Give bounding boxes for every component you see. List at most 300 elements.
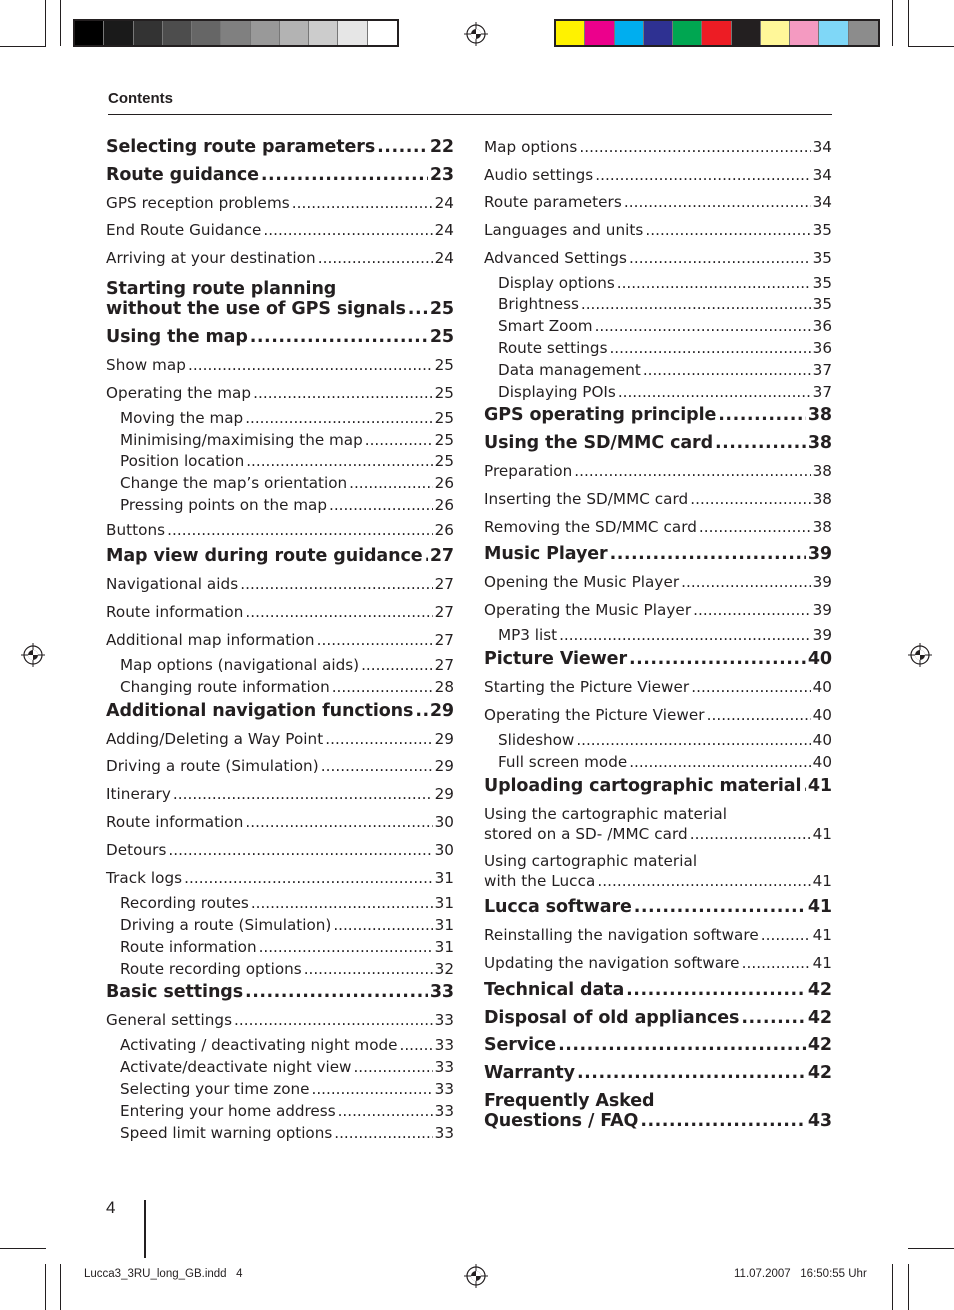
toc-entry[interactable] [484,705,832,725]
toc-entry-page: 37 [812,383,832,401]
toc-entry-title: Picture Viewer [484,649,627,669]
toc-entry-title: Disposal of old appliances [484,1008,740,1028]
leader-dots [559,625,811,645]
leader-dots [624,192,811,212]
process-color-bar [554,19,880,47]
toc-entry[interactable] [484,804,832,844]
leader-dots [693,600,810,620]
toc-entry-page: 33 [434,1011,454,1029]
page-title: Contents [108,90,173,107]
toc-entry-title: Frequently Asked [484,1091,655,1111]
toc-entry-title: Adding/Deleting a Way Point [106,730,324,748]
toc-entry[interactable] [106,408,454,428]
toc-entry-title: Additional map information [106,631,315,649]
crop-mark [892,0,893,46]
leader-dots [715,433,806,453]
page-header [108,88,832,115]
toc-entry-page: 35 [812,221,832,239]
toc-entry[interactable] [484,489,832,509]
leader-dots [333,915,432,935]
toc-entry-title: Selecting route parameters [106,137,376,157]
leader-dots [377,137,428,157]
color-swatch [192,21,221,45]
toc-entry[interactable] [484,382,832,402]
toc-entry[interactable] [106,915,454,935]
toc-entry[interactable] [106,893,454,913]
toc-entry-title: Service [484,1035,557,1055]
toc-entry-page: 41 [812,872,832,890]
leader-dots [263,220,432,240]
leader-dots [595,316,811,336]
toc-entry[interactable] [106,165,454,185]
toc-entry-title: Technical data [484,980,625,1000]
toc-entry-title: Detours [106,841,167,859]
color-swatch [280,21,309,45]
crop-mark [45,1264,46,1310]
toc-entry[interactable] [484,572,832,592]
toc-entry-title: Full screen mode [498,753,628,771]
leader-dots [761,925,811,945]
leader-dots [408,299,428,319]
toc-entry[interactable] [484,625,832,645]
toc-entry-title: Questions / FAQ [484,1111,639,1131]
leader-dots [245,602,432,622]
color-swatch [75,21,104,45]
toc-entry-title: Smart Zoom [498,317,593,335]
toc-entry-title: Route recording options [120,960,302,978]
toc-entry-page: 29 [434,730,454,748]
toc-entry[interactable] [484,294,832,314]
toc-entry-title: Preparation [484,462,573,480]
toc-entry-page: 27 [434,631,454,649]
toc-entry-title: Changing route information [120,678,330,696]
toc-entry-title: Map view during route guidance [106,546,423,566]
toc-entry-page: 38 [812,462,832,480]
leader-dots [579,137,810,157]
toc-entry-title: Brightness [498,295,579,313]
toc-entry-title: Additional navigation functions [106,701,414,721]
toc-entry-title: Slideshow [498,731,575,749]
toc-entry[interactable] [106,430,454,450]
toc-entry-title: Route information [106,603,244,621]
toc-entry-title: Basic settings [106,982,244,1002]
toc-entry-page: 40 [807,649,832,669]
toc-entry[interactable] [106,1035,454,1055]
leader-dots [329,495,433,515]
toc-entry-page: 38 [812,518,832,536]
toc-entry-title: Recording routes [120,894,249,912]
toc-entry[interactable] [106,574,454,594]
crop-mark [908,46,954,47]
toc-entry-page: 29 [434,757,454,775]
leader-dots [581,294,811,314]
toc-entry-page: 29 [434,785,454,803]
toc-entry-page: 31 [434,869,454,887]
toc-entry-title: Pressing points on the map [120,496,327,514]
toc-entry[interactable] [484,273,832,293]
leader-dots [365,430,433,450]
leader-dots [415,701,427,721]
toc-entry-title: Minimising/maximising the map [120,431,363,449]
toc-entry-title: Map options [484,138,578,156]
toc-entry[interactable] [106,677,454,697]
toc-entry-page: 33 [434,1058,454,1076]
leader-dots [629,248,811,268]
toc-entry-title: Starting route planning [106,279,337,299]
toc-entry[interactable] [484,316,832,336]
leader-dots [629,752,810,772]
toc-entry-page: 22 [429,137,454,157]
toc-entry-title: Route parameters [484,193,622,211]
toc-entry[interactable] [484,776,832,796]
leader-dots [640,1111,806,1131]
color-swatch [790,21,819,45]
toc-entry[interactable] [106,248,454,268]
leader-dots [574,461,810,481]
leader-dots [558,1035,806,1055]
grayscale-color-bar [73,19,399,47]
toc-entry-title: Updating the navigation software [484,954,740,972]
toc-entry[interactable] [484,925,832,945]
toc-entry[interactable] [106,812,454,832]
leader-dots [645,220,810,240]
color-swatch [819,21,848,45]
toc-entry-page: 36 [812,339,832,357]
toc-entry-page: 38 [812,490,832,508]
toc-entry-title: Operating the Picture Viewer [484,706,705,724]
toc-entry[interactable] [106,840,454,860]
leader-dots [317,630,433,650]
toc-entry-title: Map options (navigational aids) [120,656,360,674]
registration-mark-icon [464,1264,488,1288]
toc-entry[interactable] [106,982,454,1002]
toc-entry-title: Languages and units [484,221,644,239]
toc-entry-page: 33 [434,1080,454,1098]
leader-dots [253,383,432,403]
toc-entry-page: 33 [434,1102,454,1120]
toc-entry[interactable] [106,602,454,622]
toc-entry[interactable] [106,630,454,650]
leader-dots [609,338,810,358]
color-swatch [732,21,761,45]
toc-entry[interactable] [106,279,454,319]
toc-entry-page: 33 [434,1036,454,1054]
toc-entry-page: 24 [434,221,454,239]
toc-entry-page: 30 [434,813,454,831]
toc-entry[interactable] [484,248,832,268]
crop-mark [45,0,46,46]
leader-dots [338,1101,433,1121]
toc-entry-title: Displaying POIs [498,383,616,401]
toc-entry[interactable] [484,220,832,240]
color-swatch [368,21,397,45]
leader-dots [261,165,428,185]
toc-entry-title: Position location [120,452,245,470]
toc-entry-page: 23 [429,165,454,185]
toc-entry[interactable] [106,520,454,540]
leader-dots [167,520,432,540]
toc-entry-page: 41 [807,776,832,796]
toc-entry-page: 39 [807,544,832,564]
toc-entry[interactable] [106,327,454,347]
toc-entry-title: Operating the Music Player [484,601,692,619]
toc-entry-page: 38 [807,405,832,425]
leader-dots [691,677,810,697]
toc-entry-page: 25 [434,452,454,470]
leader-dots [634,897,806,917]
toc-entry-title: Using cartographic material [484,852,698,870]
toc-entry-title: with the Lucca [484,872,596,890]
toc-entry[interactable] [484,433,832,453]
leader-dots [643,360,811,380]
toc-entry-title: MP3 list [498,626,558,644]
toc-entry-page: 25 [434,384,454,402]
toc-entry-title: Selecting your time zone [120,1080,310,1098]
toc-entry[interactable] [106,868,454,888]
toc-entry-title: Speed limit warning options [120,1124,333,1142]
toc-entry-title: Removing the SD/MMC card [484,518,697,536]
toc-entry-title: GPS reception problems [106,194,290,212]
toc-entry[interactable] [484,600,832,620]
toc-entry-page: 41 [807,897,832,917]
toc-entry-page: 33 [434,1124,454,1142]
leader-dots [425,546,428,566]
toc-entry[interactable] [484,544,832,564]
toc-entry[interactable] [484,461,832,481]
toc-entry[interactable] [106,1010,454,1030]
toc-entry-page: 35 [812,274,832,292]
toc-entry[interactable] [484,980,832,1000]
leader-dots [803,776,805,796]
slug-filename: Lucca3_3RU_long_GB.indd 4 [84,1268,243,1280]
crop-mark [908,0,909,46]
toc-entry-page: 38 [807,433,832,453]
leader-dots [690,489,810,509]
toc-entry[interactable] [106,701,454,721]
toc-entry-title: Opening the Music Player [484,573,680,591]
toc-entry[interactable] [484,360,832,380]
toc-entry[interactable] [484,851,832,891]
toc-entry-page: 37 [812,361,832,379]
toc-entry-title: Display options [498,274,615,292]
leader-dots [188,355,433,375]
toc-entry-page: 27 [434,575,454,593]
toc-entry[interactable] [484,730,832,750]
toc-entry-title: Entering your home address [120,1102,336,1120]
toc-entry-page: 24 [434,249,454,267]
toc-entry[interactable] [484,953,832,973]
color-swatch [104,21,133,45]
toc-entry[interactable] [106,383,454,403]
toc-entry-title: Using the SD/MMC card [484,433,714,453]
toc-entry[interactable] [484,1091,832,1131]
footer-rule [144,1200,146,1258]
leader-dots [259,937,433,957]
color-swatch [673,21,702,45]
leader-dots [334,1123,432,1143]
toc-entry-title: Inserting the SD/MMC card [484,490,689,508]
leader-dots [400,1035,433,1055]
toc-entry-page: 42 [807,980,832,1000]
toc-entry[interactable] [106,546,454,566]
leader-dots [576,730,810,750]
toc-entry[interactable] [106,473,454,493]
toc-entry[interactable] [484,1008,832,1028]
toc-entry[interactable] [106,655,454,675]
leader-dots [617,273,811,293]
toc-entry[interactable] [106,137,454,157]
toc-entry-page: 42 [807,1035,832,1055]
toc-entry[interactable] [106,937,454,957]
color-swatch [702,21,731,45]
crop-mark [908,1248,954,1249]
toc-entry[interactable] [484,338,832,358]
toc-entry-page: 25 [434,431,454,449]
color-swatch [134,21,163,45]
toc-entry-page: 41 [812,825,832,843]
color-swatch [221,21,250,45]
toc-entry[interactable] [106,495,454,515]
leader-dots [250,327,428,347]
toc-entry[interactable] [106,1057,454,1077]
leader-dots [240,574,432,594]
toc-entry-title: Route information [106,813,244,831]
toc-entry-title: Moving the map [120,409,244,427]
toc-entry-page: 24 [434,194,454,212]
color-swatch [585,21,614,45]
toc-entry-title: General settings [106,1011,233,1029]
crop-mark [0,1248,46,1249]
toc-entry[interactable] [484,752,832,772]
color-swatch [163,21,192,45]
toc-entry[interactable] [484,137,832,157]
toc-entry[interactable] [484,897,832,917]
toc-entry[interactable] [106,756,454,776]
toc-entry-title: GPS operating principle [484,405,717,425]
leader-dots [597,871,810,891]
page-number: 4 [106,1198,116,1217]
toc-entry[interactable] [106,1123,454,1143]
leader-dots [318,248,433,268]
toc-entry-title: Warranty [484,1063,575,1083]
toc-entry[interactable] [484,677,832,697]
toc-entry-page: 39 [812,601,832,619]
toc-entry[interactable] [106,451,454,471]
toc-entry-page: 26 [434,521,454,539]
toc-entry-title: Driving a route (Simulation) [120,916,332,934]
toc-entry-title: Reinstalling the navigation software [484,926,759,944]
toc-entry-page: 41 [812,926,832,944]
toc-entry-page: 34 [812,193,832,211]
toc-entry-page: 40 [812,731,832,749]
crop-mark [60,0,61,46]
toc-entry-page: 28 [434,678,454,696]
toc-entry-page: 25 [429,327,454,347]
toc-entry-title: Change the map’s orientation [120,474,348,492]
leader-dots [629,649,806,669]
color-swatch [251,21,280,45]
color-swatch [644,21,673,45]
toc-entry[interactable] [484,165,832,185]
registration-mark-icon [464,22,488,46]
toc-entry-page: 42 [807,1063,832,1083]
toc-entry-page: 30 [434,841,454,859]
leader-dots [707,705,811,725]
toc-entry-title: Route settings [498,339,608,357]
toc-entry[interactable] [484,649,832,669]
leader-dots [618,382,811,402]
leader-dots [699,517,811,537]
color-swatch [556,21,585,45]
leader-dots [321,756,433,776]
toc-entry[interactable] [484,1035,832,1055]
toc-entry-page: 31 [434,938,454,956]
toc-entry[interactable] [106,1101,454,1121]
toc-entry-page: 26 [434,474,454,492]
crop-mark [0,46,46,47]
leader-dots [332,677,433,697]
leader-dots [361,655,433,675]
toc-entry-page: 40 [812,706,832,724]
toc-entry[interactable] [106,193,454,213]
toc-entry-title: without the use of GPS signals [106,299,406,319]
toc-entry[interactable] [106,220,454,240]
leader-dots [168,840,432,860]
toc-entry-title: Driving a route (Simulation) [106,757,319,775]
toc-entry-page: 40 [812,753,832,771]
toc-entry-page: 40 [812,678,832,696]
toc-entry-title: Using the map [106,327,248,347]
toc-entry[interactable] [484,1063,832,1083]
toc-entry-page: 39 [812,573,832,591]
toc-entry[interactable] [106,784,454,804]
toc-entry-title: Activate/deactivate night view [120,1058,352,1076]
leader-dots [610,544,806,564]
toc-entry-title: Uploading cartographic material [484,776,802,796]
toc-entry-page: 41 [812,954,832,972]
leader-dots [353,1057,432,1077]
toc-entry[interactable] [106,729,454,749]
toc-entry-title: Advanced Settings [484,249,627,267]
leader-dots [304,959,433,979]
leader-dots [234,1010,433,1030]
toc-entry[interactable] [484,192,832,212]
toc-entry-page: 31 [434,894,454,912]
toc-entry-title: Route guidance [106,165,259,185]
toc-entry-title: Music Player [484,544,608,564]
toc-entry[interactable] [106,959,454,979]
leader-dots [312,1079,433,1099]
toc-entry[interactable] [484,517,832,537]
toc-entry[interactable] [484,405,832,425]
color-swatch [761,21,790,45]
toc-entry-page: 33 [429,982,454,1002]
toc-entry-title: End Route Guidance [106,221,262,239]
toc-entry-title: Show map [106,356,186,374]
toc-entry-title: Arriving at your destination [106,249,316,267]
color-swatch [849,21,878,45]
slug-datetime: 11.07.2007 16:50:55 Uhr [734,1268,867,1280]
toc-entry[interactable] [106,355,454,375]
toc-entry-title: Audio settings [484,166,594,184]
toc-entry-title: stored on a SD- /MMC card [484,825,688,843]
toc-entry-title: Buttons [106,521,166,539]
leader-dots [184,868,432,888]
toc-entry-page: 39 [812,626,832,644]
registration-mark-icon [21,643,45,667]
leader-dots [246,451,432,471]
toc-entry[interactable] [106,1079,454,1099]
